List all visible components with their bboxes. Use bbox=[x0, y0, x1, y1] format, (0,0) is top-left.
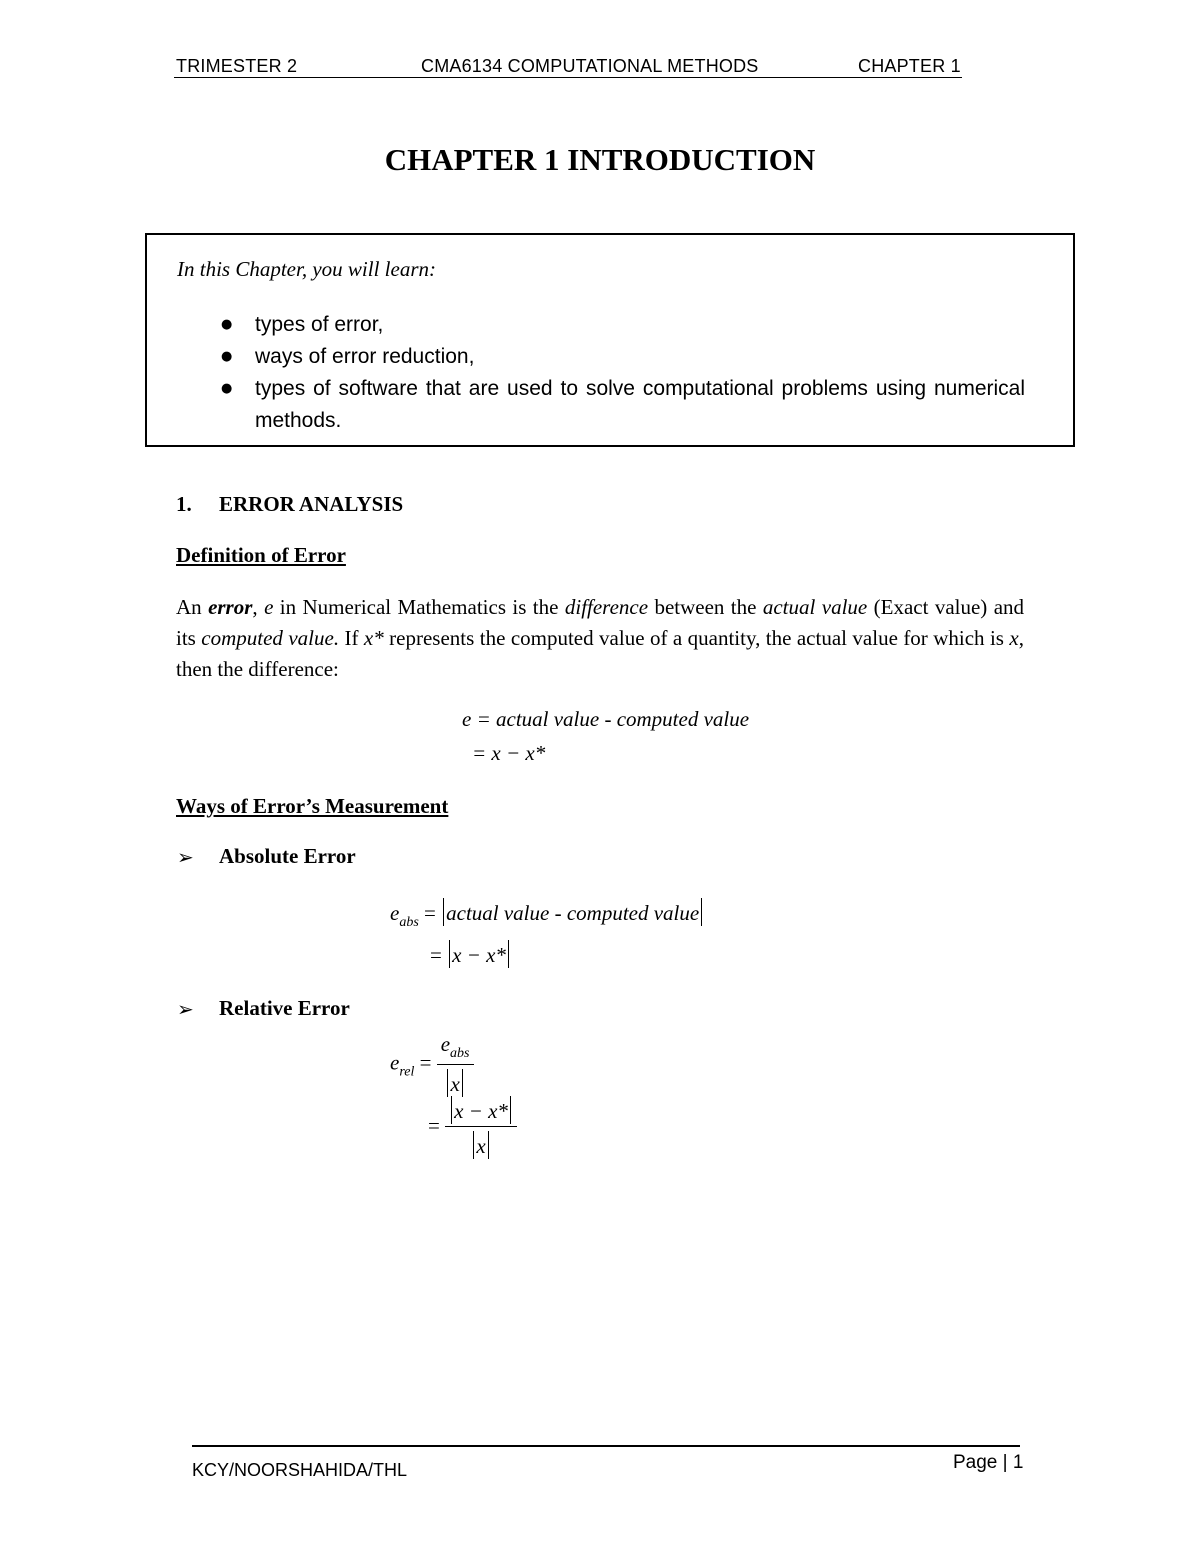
objective-item: ● types of error, bbox=[255, 309, 1025, 341]
header-trimester: TRIMESTER 2 bbox=[176, 56, 298, 76]
footer-authors: KCY/NOORSHAHIDA/THL bbox=[192, 1460, 408, 1480]
arrow-bullet-icon: ➢ bbox=[177, 845, 194, 869]
section-title: ERROR ANALYSIS bbox=[219, 492, 404, 516]
absolute-error-label: Absolute Error bbox=[219, 844, 356, 868]
objectives-intro: In this Chapter, you will learn: bbox=[177, 257, 436, 281]
objectives-list bbox=[255, 309, 1025, 437]
error-equation: e = actual value - computed value bbox=[462, 707, 750, 731]
page-title: CHAPTER 1 INTRODUCTION bbox=[384, 142, 816, 177]
objectives-box bbox=[145, 233, 1075, 447]
relative-error-formula: $e_{rel}$ = $\frac{e_{abs}}{x}$ bbox=[390, 1032, 474, 1097]
page-number: Page | 1 bbox=[953, 1452, 1024, 1473]
header-chapter: CHAPTER 1 bbox=[858, 56, 961, 76]
absolute-error-formula-simplified: = x − x* bbox=[430, 940, 511, 968]
header-course: CMA6134 COMPUTATIONAL METHODS bbox=[421, 56, 759, 76]
header-rule bbox=[174, 77, 962, 78]
objective-item: ● ways of error reduction, bbox=[255, 341, 1025, 373]
objective-item: ● types of software that are used to solve computational problems using numerical methods. bbox=[255, 373, 1025, 437]
absolute-error-formula: $e_{abs}$ = actual value - computed value bbox=[390, 898, 704, 931]
footer-rule bbox=[192, 1445, 1020, 1447]
error-equation-simplified: = x − x* bbox=[472, 741, 546, 765]
section-number: 1. bbox=[176, 492, 192, 516]
definition-paragraph: An error, e in Numerical Mathematics is the difference between the actual value (Exact value) and its computed value. If x* represents the computed value of a quantity, the actual value for which is x, then the difference: bbox=[176, 595, 1025, 681]
measurement-heading: Ways of Error’s Measurement bbox=[176, 794, 449, 818]
arrow-bullet-icon: ➢ bbox=[177, 997, 194, 1021]
relative-error-label: Relative Error bbox=[219, 996, 350, 1020]
relative-error-formula-simplified: = $\frac{x - x*}{x}$ bbox=[428, 1096, 517, 1159]
definition-heading: Definition of Error bbox=[176, 543, 346, 567]
